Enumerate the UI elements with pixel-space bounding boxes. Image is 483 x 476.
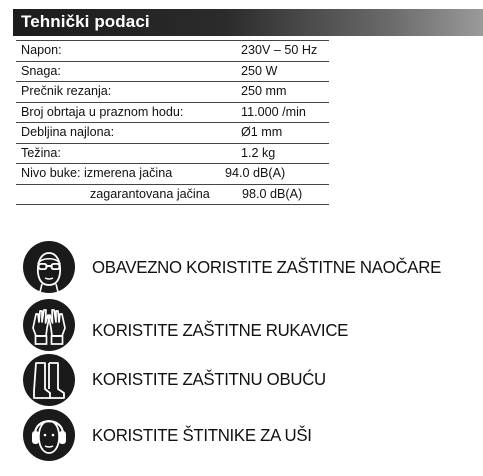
safety-text: KORISTITE ZAŠTITNU OBUĆU	[92, 369, 326, 389]
spec-row-noise-measured	[16, 164, 329, 185]
spec-row-cutting-diameter	[16, 82, 329, 103]
spec-row-voltage	[16, 40, 329, 62]
specs-table	[16, 40, 329, 205]
spec-row-weight	[16, 144, 329, 165]
spec-value: Ø1 mm	[241, 125, 283, 139]
spec-label: Napon:	[21, 43, 62, 57]
spec-label: Snaga:	[21, 63, 61, 78]
spec-value: 250 W	[241, 63, 278, 78]
spec-label: Broj obrtaja u praznom hodu:	[21, 104, 184, 119]
spec-label: zagarantovana jačina	[90, 186, 210, 201]
safety-item-ear-protection	[22, 408, 482, 464]
spec-label: Težina:	[21, 145, 61, 160]
spec-value: 1.2 kg	[241, 145, 276, 160]
spec-label: Nivo buke: izmerena jačina	[21, 166, 173, 180]
section-title: Tehnički podaci	[21, 12, 150, 31]
spec-value: 230V – 50 Hz	[241, 43, 318, 57]
safety-item-goggles	[22, 240, 482, 296]
safety-goggles-icon	[22, 240, 76, 294]
spec-row-noise-guaranteed	[16, 185, 329, 206]
safety-gloves-icon	[22, 298, 76, 352]
spec-label: Debljina najlona:	[21, 125, 115, 139]
safety-item-gloves	[22, 298, 482, 354]
spec-row-power	[16, 62, 329, 83]
safety-text: OBAVEZNO KORISTITE ZAŠTITNE NAOČARE	[92, 257, 441, 277]
safety-item-boots	[22, 353, 482, 409]
safety-text: KORISTITE ZAŠTITNE RUKAVICE	[92, 320, 349, 340]
spec-value: 250 mm	[241, 84, 287, 98]
spec-row-idle-speed	[16, 103, 329, 124]
safety-boots-icon	[22, 353, 76, 407]
spec-value: 98.0 dB(A)	[242, 186, 303, 201]
spec-value: 11.000 /min	[241, 104, 306, 119]
safety-text: KORISTITE ŠTITNIKE ZA UŠI	[92, 425, 312, 445]
section-header	[13, 9, 483, 36]
spec-label: Prečnik rezanja:	[21, 84, 112, 98]
ear-protection-icon	[22, 408, 76, 462]
spec-value: 94.0 dB(A)	[225, 166, 286, 180]
spec-row-line-thickness	[16, 123, 329, 144]
